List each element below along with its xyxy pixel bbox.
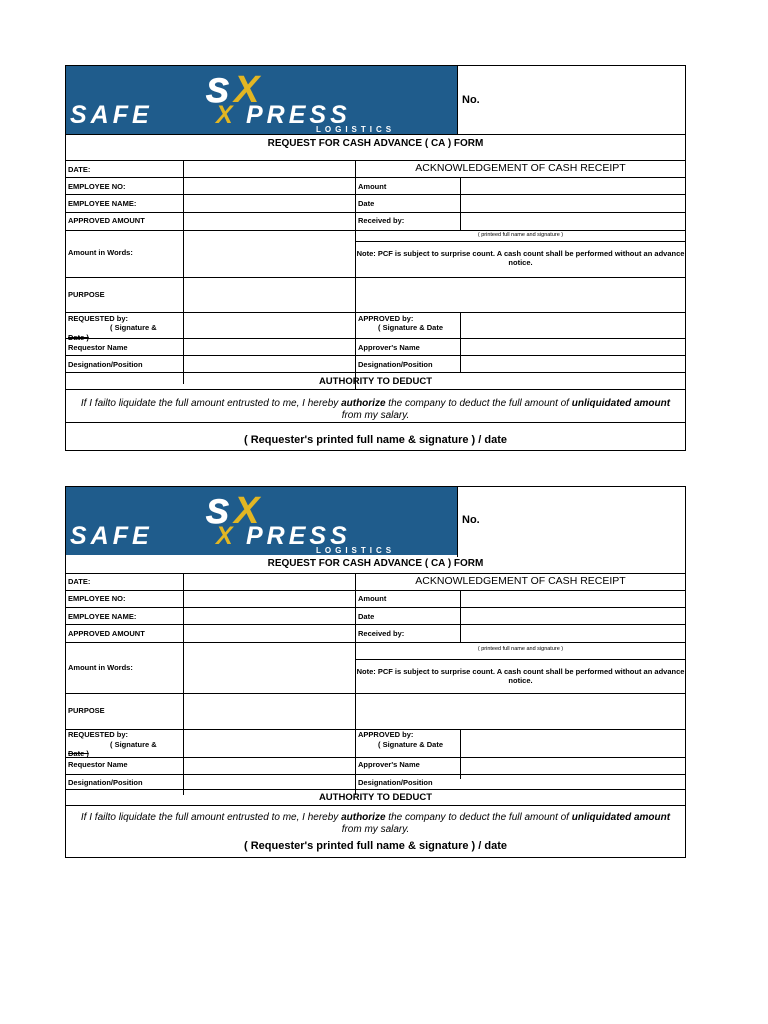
svg-text:S: S [206,72,229,110]
ack-title: ACKNOWLEDGEMENT OF CASH RECEIPT [415,575,626,587]
requestor-name-label: Requestor Name [68,760,128,769]
form-number-label: No. [462,94,480,106]
approver-designation-label: Designation/Position [358,778,433,787]
svg-text:PRESS: PRESS [246,522,351,550]
svg-text:LOGISTICS: LOGISTICS [316,546,396,555]
requester-signature-line: ( Requester's printed full name & signature ) / date [244,840,507,852]
date-struck-label: Date ) [68,749,89,758]
date-label: DATE: [68,165,91,174]
received-by-label: Received by: [358,216,405,225]
designation-label: Designation/Position [68,778,143,787]
approver-designation-label: Designation/Position [358,360,433,369]
date-right-label: Date [358,199,375,208]
date-right-label: Date [358,612,375,621]
safexpress-logo [66,66,457,134]
amount-label: Amount [358,182,387,191]
employee-no-label: EMPLOYEE NO: [68,182,126,191]
approver-signature-label: ( Signature & Date [378,323,444,332]
svg-text:X: X [216,522,237,550]
received-by-label: Received by: [358,629,405,638]
authority-text: If I failto liquidate the full amount entrusted to me, I hereby authorize the company to deduct the full amount of unliquidated amount from my salary. [80,398,671,421]
svg-text:SAFE: SAFE [70,101,153,129]
employee-name-label: EMPLOYEE NAME: [68,199,137,208]
date-label: DATE: [68,577,91,586]
svg-text:PRESS: PRESS [246,101,351,129]
approver-name-label: Approver's Name [358,760,420,769]
pcf-note: Note: PCF is subject to surprise count. A cash count shall be performed without an advance notice. [356,249,685,268]
authority-title: AUTHORITY TO DEDUCT [318,792,433,803]
approved-by-label: APPROVED by: [358,730,414,739]
svg-text:S: S [206,493,229,531]
requested-by-label: REQUESTED by: [68,314,129,323]
svg-text:SAFE: SAFE [70,522,153,550]
employee-name-label: EMPLOYEE NAME: [68,612,137,621]
form-number-label: No. [462,514,480,526]
signature-date-label: ( Signature & [110,323,157,332]
form-title: REQUEST FOR CASH ADVANCE ( CA ) FORM [267,138,484,149]
ack-title: ACKNOWLEDGEMENT OF CASH RECEIPT [415,162,626,174]
purpose-label: PURPOSE [68,290,105,299]
approved-amount-label: APPROVED AMOUNT [68,629,145,638]
approver-name-label: Approver's Name [358,343,420,352]
requested-by-label: REQUESTED by: [68,730,129,739]
designation-label: Designation/Position [68,360,143,369]
employee-no-label: EMPLOYEE NO: [68,594,126,603]
requester-signature-line: ( Requester's printed full name & signature ) / date [244,434,507,446]
svg-text:X: X [216,101,237,129]
cash-advance-form-2 [65,486,686,858]
form-title: REQUEST FOR CASH ADVANCE ( CA ) FORM [267,558,484,569]
svg-text:X: X [234,69,260,111]
pcf-note: Note: PCF is subject to surprise count. A cash count shall be performed without an advance notice. [356,667,685,686]
requestor-name-label: Requestor Name [68,343,128,352]
amount-words-label: Amount in Words: [68,248,133,257]
approved-amount-label: APPROVED AMOUNT [68,216,145,225]
svg-text:X: X [234,490,260,532]
safexpress-logo [66,487,457,555]
signature-date-label: ( Signature & [110,740,157,749]
approver-signature-label: ( Signature & Date [378,740,444,749]
authority-title: AUTHORITY TO DEDUCT [318,376,433,387]
approved-by-label: APPROVED by: [358,314,414,323]
date-struck-label: Date ) [68,333,89,342]
authority-text: If I failto liquidate the full amount entrusted to me, I hereby authorize the company to deduct the full amount of unliquidated amount from my salary. [80,812,671,835]
cash-advance-form-1 [65,65,686,451]
printed-name-hint: ( printeed full name and signature ) [477,232,564,238]
amount-label: Amount [358,594,387,603]
amount-words-label: Amount in Words: [68,663,133,672]
printed-name-hint: ( printeed full name and signature ) [477,646,564,652]
svg-text:LOGISTICS: LOGISTICS [316,125,396,134]
purpose-label: PURPOSE [68,706,105,715]
